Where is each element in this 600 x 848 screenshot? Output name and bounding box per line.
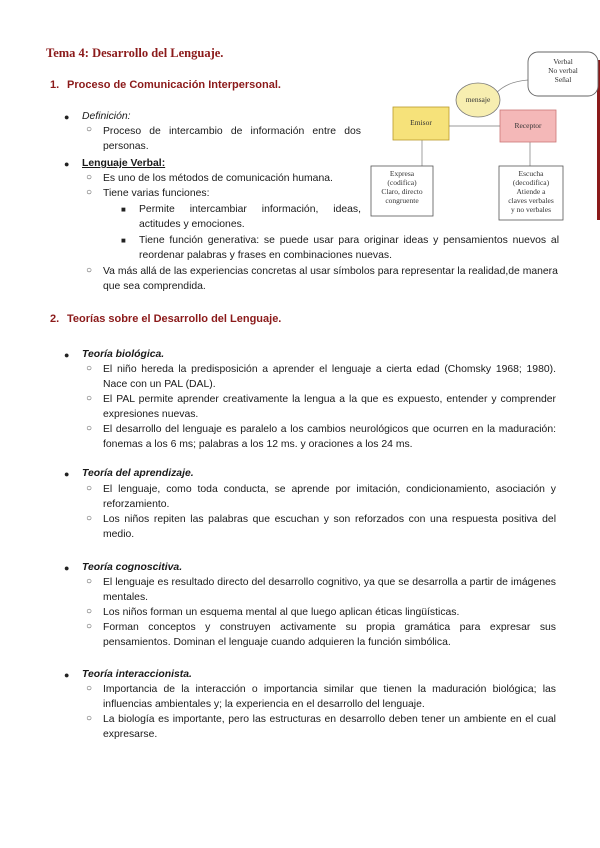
- canal-line: Señal: [554, 75, 572, 84]
- theory-name: Teoría biológica.: [82, 349, 165, 360]
- canal-text: [529, 57, 597, 84]
- theory-point: El lenguaje es resultado directo del desarrollo cognitivo, ya que se desarrolla a partir de imágenes mentales.: [103, 577, 556, 603]
- receptor-desc: [499, 169, 563, 214]
- bullet-circle: ○: [86, 606, 93, 617]
- receptor-desc-line: Atiende a: [516, 187, 546, 196]
- bullet-dot: ●: [64, 350, 70, 360]
- bullet-circle: ○: [86, 483, 93, 494]
- bullet-dot: ●: [64, 469, 70, 479]
- bullet-circle: ○: [86, 713, 93, 724]
- section2-heading: Teorías sobre el Desarrollo del Lenguaje.: [67, 313, 282, 325]
- bullet-circle: ○: [86, 423, 93, 434]
- emisor-desc-line: (codifica): [387, 178, 417, 187]
- funcion-item: Tiene función generativa: se puede usar para originar ideas y pensamientos nuevos al reordenar palabras y frases en combinaciones nuevas.: [139, 235, 559, 261]
- verbal-extra: Va más allá de las experiencias concretas al usar símbolos para representar la realidad,de manera que sea comprendida.: [103, 266, 558, 292]
- bullet-dot: ●: [64, 670, 70, 680]
- bullet-dot: ●: [64, 112, 70, 122]
- funcion-item: Permite intercambiar información, ideas, actitudes y emociones.: [139, 204, 361, 230]
- mensaje-label: mensaje: [465, 95, 491, 104]
- theory-point: El niño hereda la predisposición a aprender el lenguaje a cierta edad (Chomsky 1968; 1980). Nace con un PAL (DAL).: [103, 364, 556, 390]
- definicion-label: Definición:: [82, 111, 131, 122]
- emisor-desc-line: Expresa: [389, 169, 415, 178]
- bullet-dot: ●: [64, 563, 70, 573]
- canal-line: No verbal: [548, 66, 578, 75]
- emisor-desc-line: Claro, directo: [381, 187, 423, 196]
- emisor-desc-line: congruente: [385, 196, 419, 205]
- verbal-label: Lenguaje Verbal:: [82, 158, 166, 169]
- definicion-text: Proceso de intercambio de información entre dos personas.: [103, 126, 361, 152]
- theory-point: Importancia de la interacción o importancia similar que tienen la maduración biológica; las influencias ambientales y; la experiencia en el desarrollo del lenguaje.: [103, 684, 556, 710]
- receptor-desc-line: claves verbales: [508, 196, 554, 205]
- bullet-circle: ○: [86, 172, 93, 183]
- bullet-square: ■: [121, 205, 126, 214]
- bullet-circle: ○: [86, 621, 93, 632]
- receptor-desc-line: (decodifica): [512, 178, 550, 187]
- bullet-circle: ○: [86, 124, 93, 135]
- theory-point: La biología es importante, pero las estructuras en desarrollo deben tener un ambiente en el cual expresarse.: [103, 714, 556, 740]
- bullet-circle: ○: [86, 683, 93, 694]
- theory-point: El desarrollo del lenguaje es paralelo a los cambios neurológicos que ocurren en la maduración: fonemas a los 6 ms; palabras a los 12 ms. y oraciones a los 24 ms.: [103, 424, 556, 450]
- theory-name: Teoría del aprendizaje.: [82, 468, 194, 479]
- theory-point: El lenguaje, como toda conducta, se aprende por imitación, condicionamiento, asociación y reforzamiento.: [103, 484, 556, 510]
- bullet-circle: ○: [86, 265, 93, 276]
- verbal-item: Es uno de los métodos de comunicación humana.: [103, 173, 333, 184]
- emisor-label: Emisor: [410, 118, 432, 127]
- bullet-circle: ○: [86, 576, 93, 587]
- receptor-label: Receptor: [514, 121, 542, 130]
- theory-point: Los niños forman un esquema mental al que luego aplican éticas lingüísticas.: [103, 607, 460, 618]
- theory-point: El PAL permite aprender creativamente la lengua a la que es expuesto, entender y comprender expresiones nuevas.: [103, 394, 556, 420]
- page-title: Tema 4: Desarrollo del Lenguaje.: [46, 46, 224, 60]
- bullet-square: ■: [121, 236, 126, 245]
- theory-name: Teoría cognoscitiva.: [82, 562, 183, 573]
- bullet-circle: ○: [86, 187, 93, 198]
- bullet-circle: ○: [86, 513, 93, 524]
- emisor-desc: [371, 169, 433, 205]
- bullet-circle: ○: [86, 393, 93, 404]
- section2-number: 2.: [50, 313, 60, 325]
- section1-heading: Proceso de Comunicación Interpersonal.: [67, 79, 281, 91]
- section1-number: 1.: [50, 79, 60, 91]
- canal-line: Verbal: [553, 57, 573, 66]
- theory-point: Los niños repiten las palabras que escuchan y son reforzados con una respuesta positiva del medio.: [103, 514, 556, 540]
- bullet-dot: ●: [64, 159, 70, 169]
- bullet-circle: ○: [86, 363, 93, 374]
- theory-name: Teoría interaccionista.: [82, 669, 192, 680]
- verbal-item: Tiene varias funciones:: [103, 188, 210, 199]
- theory-point: Forman conceptos y construyen activamente su propia gramática para expresar sus pensamientos. Dominan el lenguaje cuando adquieren la función simbólica.: [103, 622, 556, 648]
- receptor-desc-line: y no verbales: [511, 205, 551, 214]
- receptor-desc-line: Escucha: [518, 169, 544, 178]
